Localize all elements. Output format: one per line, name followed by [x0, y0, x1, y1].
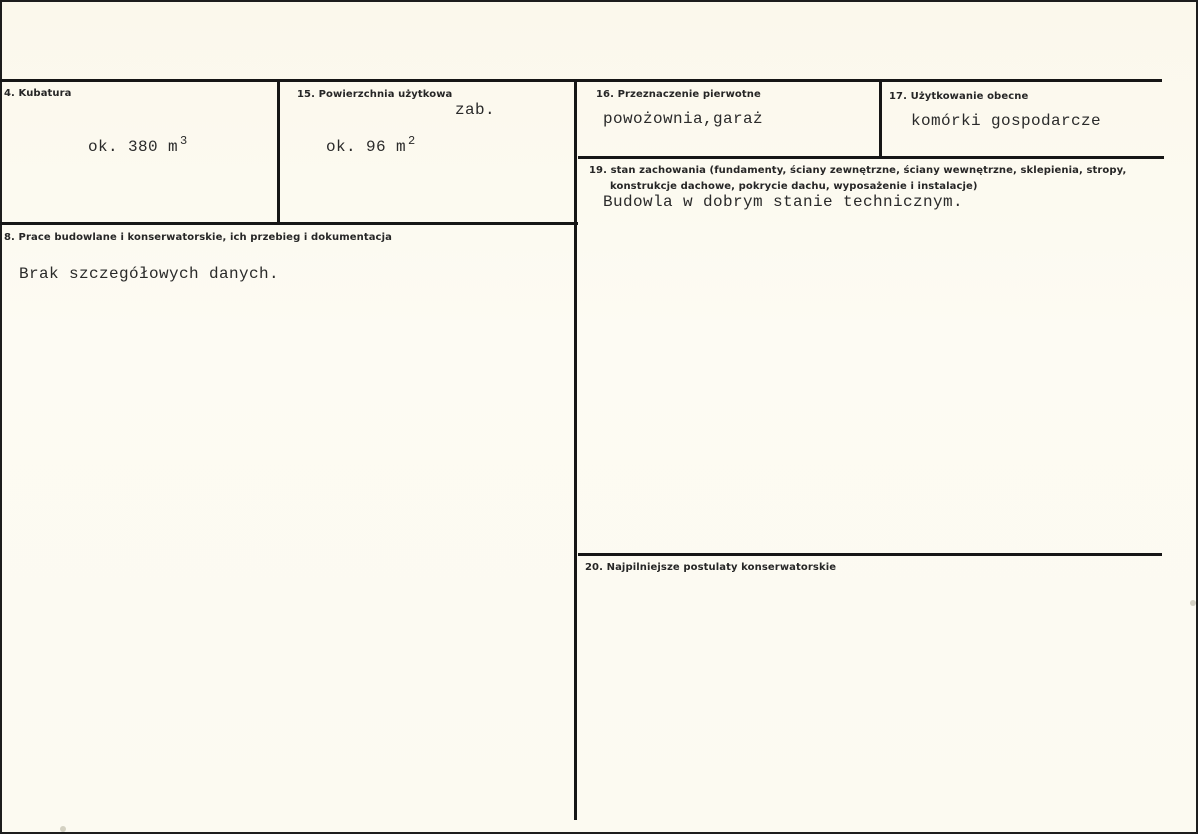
rule-above-20 [578, 553, 1162, 556]
top-rule [0, 79, 1162, 82]
rule-under-14-15 [0, 222, 578, 225]
field-kubatura-value [88, 134, 188, 156]
kubatura-exponent: 3 [180, 134, 188, 148]
powierzchnia-exponent: 2 [408, 134, 416, 148]
field-przeznaczenie-label: 16. Przeznaczenie pierwotne [596, 89, 761, 100]
field-powierzchnia-value [326, 134, 416, 156]
field-kubatura-label: 4. Kubatura [4, 88, 72, 99]
field-stan-value: Budowla w dobrym stanie technicznym. [603, 193, 964, 211]
field-prace-label: 8. Prace budowlane i konserwatorskie, ich przebieg i dokumentacja [4, 232, 392, 243]
field-uzytkowanie-label: 17. Użytkowanie obecne [889, 91, 1029, 102]
field-stan-label-line1: 19. stan zachowania (fundamenty, ściany zewnętrzne, ściany wewnętrzne, sklepienia, stropy, [589, 165, 1127, 176]
paper-speck [60, 826, 66, 832]
field-uzytkowanie-value: komórki gospodarcze [911, 112, 1102, 130]
divider-16-17 [879, 80, 882, 158]
kubatura-text: ok. 380 m [88, 138, 179, 156]
center-divider [574, 80, 577, 820]
divider-14-15 [277, 80, 280, 225]
field-stan-label-line2: konstrukcje dachowe, pokrycie dachu, wyposażenie i instalacje) [610, 181, 978, 192]
field-przeznaczenie-value: powożownia,garaż [603, 110, 764, 128]
field-postulaty-label: 20. Najpilniejsze postulaty konserwatorskie [585, 562, 837, 573]
rule-under-16-17 [578, 156, 1164, 159]
paper-speck [1190, 600, 1196, 606]
field-powierzchnia-note: zab. [455, 101, 496, 119]
field-prace-value: Brak szczegółowych danych. [19, 265, 280, 283]
powierzchnia-text: ok. 96 m [326, 138, 407, 156]
field-powierzchnia-label: 15. Powierzchnia użytkowa [297, 89, 453, 100]
